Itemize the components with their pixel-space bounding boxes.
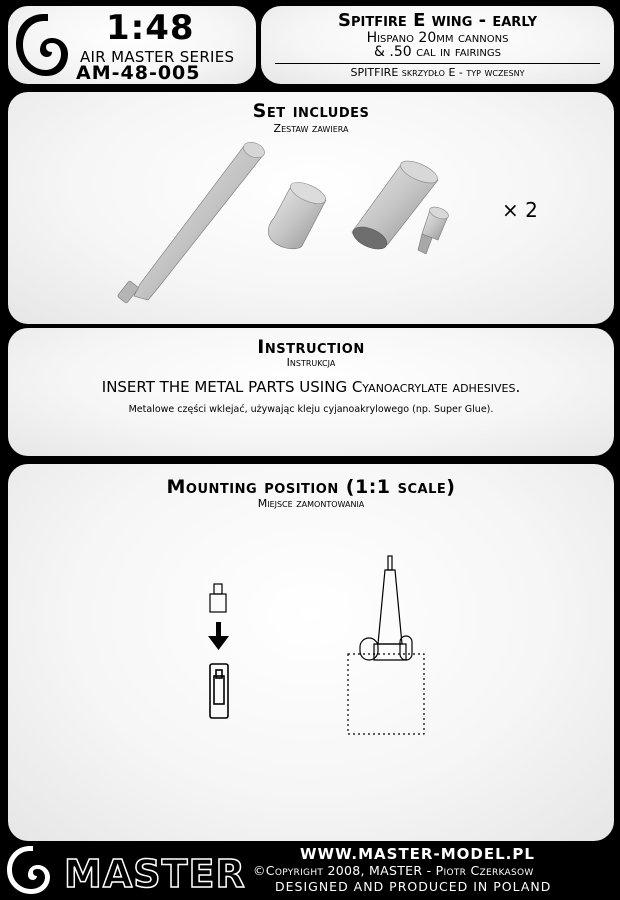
mounting-title: Mounting position (1:1 scale) bbox=[166, 476, 456, 498]
brand-name: MASTER bbox=[64, 852, 246, 896]
series-label: AIR MASTER SERIES bbox=[80, 48, 235, 66]
product-subtitle-2: & .50 cal in fairings bbox=[374, 44, 501, 60]
fairing-mount-drawing bbox=[210, 664, 228, 718]
product-subtitle-1: Hispano 20mm cannons bbox=[366, 30, 509, 46]
copyright-text: ©Copyright 2008, MASTER - Piotr Czerkasow bbox=[253, 863, 534, 878]
barrel-tip-part bbox=[418, 205, 450, 254]
set-includes-title: Set includes bbox=[252, 100, 370, 122]
master-brand-logo-icon bbox=[0, 840, 60, 900]
title-box bbox=[259, 4, 616, 86]
scale-label: 1:48 bbox=[106, 8, 195, 48]
master-logo-icon bbox=[8, 6, 78, 84]
set-includes-subtitle: Zestaw zawiera bbox=[273, 122, 349, 135]
website-link[interactable]: WWW.MASTER-MODEL.PL bbox=[300, 845, 535, 863]
small-part-drawing bbox=[210, 584, 226, 612]
mounting-diagram bbox=[8, 464, 614, 841]
set-includes-section bbox=[6, 90, 616, 326]
product-title-pl: SPITFIRE skrzydło E - typ wczesny bbox=[350, 66, 525, 79]
instruction-text: INSERT THE METAL PARTS USING Cyanoacrylate adhesives. bbox=[101, 378, 521, 396]
down-arrow-icon bbox=[208, 622, 229, 650]
instruction-subtitle: Instrukcja bbox=[286, 356, 336, 369]
instruction-text-pl: Metalowe części wklejać, używając kleju cyjanoakrylowego (np. Super Glue). bbox=[128, 404, 494, 415]
fairing-part-1 bbox=[268, 178, 328, 249]
cannon-barrel-part bbox=[117, 139, 267, 303]
instruction-section bbox=[6, 326, 616, 458]
product-title: Spitfire E wing - early bbox=[338, 10, 537, 31]
made-in-text: DESIGNED AND PRODUCED IN POLAND bbox=[275, 879, 552, 894]
instruction-title: Instruction bbox=[257, 336, 365, 358]
mounting-section bbox=[6, 462, 616, 843]
product-code: AM-48-005 bbox=[76, 62, 201, 84]
gun-on-wing-drawing bbox=[348, 556, 424, 734]
footer bbox=[0, 840, 620, 900]
mounting-subtitle: Miejsce zamontowania bbox=[257, 497, 365, 510]
quantity-multiplier: × 2 bbox=[502, 198, 538, 222]
title-divider bbox=[275, 63, 600, 64]
logo-box bbox=[6, 4, 258, 86]
